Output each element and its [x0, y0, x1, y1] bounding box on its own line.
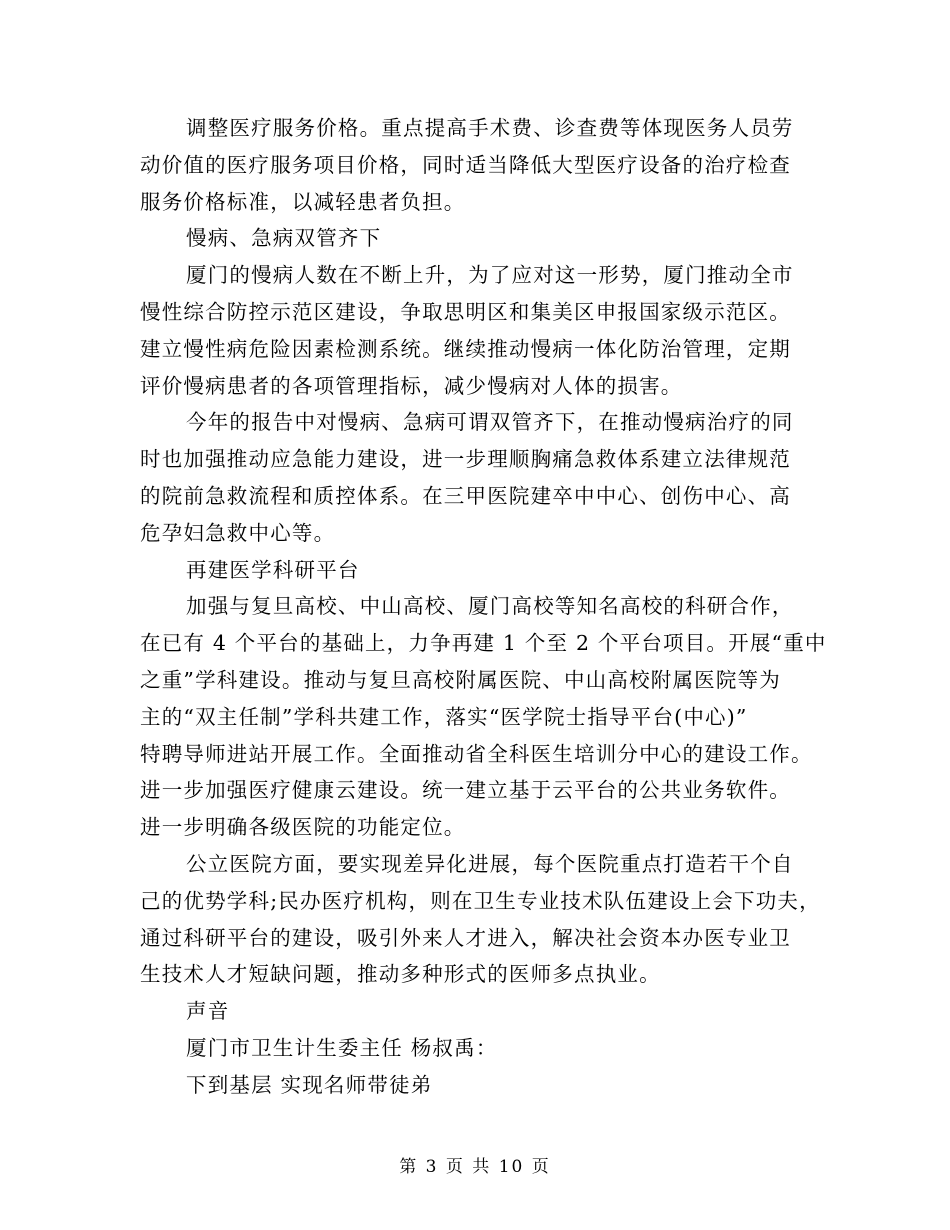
subheading: 下到基层 实现名师带徒弟	[186, 1072, 433, 1097]
speaker-line: 厦门市卫生计生委主任 杨叔禹：	[186, 1035, 498, 1060]
paragraph-line: 公立医院方面，要实现差异化进展，每个医院重点打造若干个自	[186, 851, 794, 876]
document-body	[140, 110, 827, 1104]
paragraph-line: 服务价格标准，以减轻患者负担。	[140, 189, 466, 214]
paragraph-line: 建立慢性病危险因素检测系统。继续推动慢病一体化防治管理，定期	[140, 336, 791, 361]
paragraph-line: 时也加强推动应急能力建设，进一步理顺胸痛急救体系建立法律规范	[140, 447, 791, 472]
paragraph-line: 评价慢病患者的各项管理指标，减少慢病对人体的损害。	[140, 373, 683, 398]
paragraph-line: 进一步加强医疗健康云建设。统一建立基于云平台的公共业务软件。	[140, 778, 791, 803]
paragraph-line: 厦门的慢病人数在不断上升，为了应对这一形势，厦门推动全市	[186, 263, 794, 288]
paragraph-line: 动价值的医疗服务项目价格，同时适当降低大型医疗设备的治疗检查	[140, 152, 791, 177]
paragraph-line: 加强与复旦高校、中山高校、厦门高校等知名高校的科研合作，	[186, 594, 794, 619]
section-heading: 慢病、急病双管齐下	[186, 226, 382, 251]
paragraph-line: 危孕妇急救中心等。	[140, 520, 336, 545]
section-heading: 再建医学科研平台	[186, 557, 360, 582]
paragraph-line: 的院前急救流程和质控体系。在三甲医院建卒中中心、创伤中心、高	[140, 483, 791, 508]
paragraph-line: 特聘导师进站开展工作。全面推动省全科医生培训分中心的建设工作。	[140, 741, 813, 766]
paragraph-line: 通过科研平台的建设，吸引外来人才进入，解决社会资本办医专业卫	[140, 925, 791, 950]
paragraph-line: 之重”学科建设。推动与复旦高校附属医院、中山高校附属医院等为	[140, 667, 781, 692]
paragraph-line: 慢性综合防控示范区建设，争取思明区和集美区申报国家级示范区。	[140, 299, 791, 324]
section-heading: 声音	[186, 999, 230, 1024]
paragraph-line: 今年的报告中对慢病、急病可谓双管齐下，在推动慢病治疗的同	[186, 410, 794, 435]
paragraph-line: 进一步明确各级医院的功能定位。	[140, 815, 466, 840]
paragraph-line: 己的优势学科;民办医疗机构，则在卫生专业技术队伍建设上会下功夫，	[140, 888, 821, 913]
paragraph-line: 调整医疗服务价格。重点提高手术费、诊查费等体现医务人员劳	[186, 116, 794, 140]
page-footer: 第 3 页 共 10 页	[399, 1157, 551, 1177]
paragraph-line: 在已有 4 个平台的基础上，力争再建 1 个至 2 个平台项目。开展“重中	[140, 631, 827, 656]
paragraph-line: 生技术人才短缺问题，推动多种形式的医师多点执业。	[140, 962, 661, 987]
paragraph-line: 主的“双主任制”学科共建工作，落实“医学院士指导平台(中心)”	[140, 704, 748, 729]
